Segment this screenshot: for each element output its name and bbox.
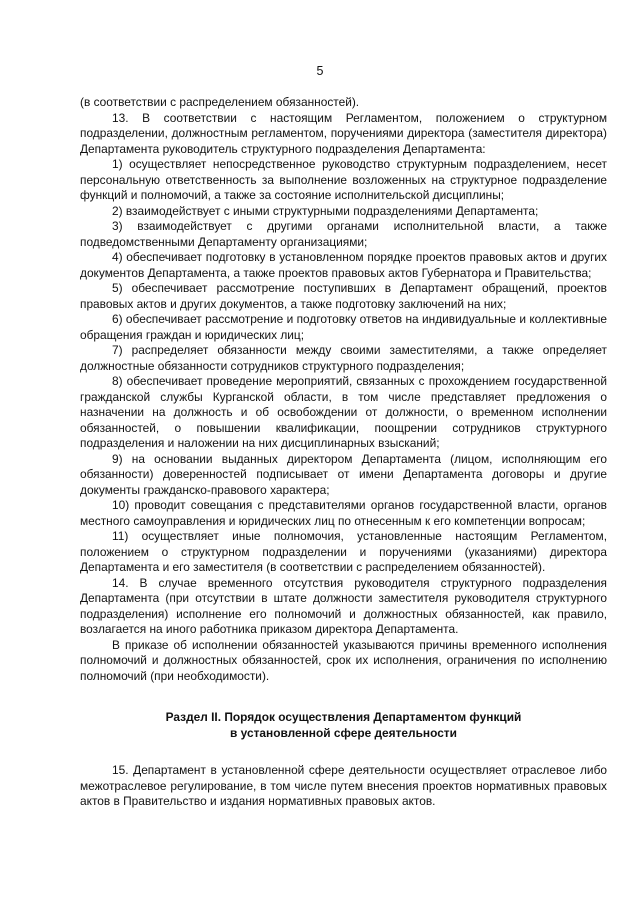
paragraphs-top (80, 95, 607, 684)
section-heading (80, 709, 607, 741)
paragraph: 14. В случае временного отсутствия руководителя структурного подразделения Департамента (при отсутствии в штате должности заместителя руководителя структурного подразделения) исполнение его полномочий и должностных обязанностей, как правило, возлагается на иного работника приказом директора Департамента. (80, 575, 607, 636)
paragraph: 8) обеспечивает проведение мероприятий, связанных с прохождением государственной гражданской службы Курганской области, в том числе представляет предложения о назначении на должность и об освобождении от должности, о временном исполнении обязанностей, о повышении квалификации, поощрении сотрудников структурного подразделения и наложении на них дисциплинарных взысканий; (80, 374, 607, 450)
paragraph: 11) осуществляет иные полномочия, установленные настоящим Регламентом, положением о структурном подразделении и поручениями (указаниями) директора Департамента и его заместителя (в соответствии с распределением обязанностей). (80, 529, 607, 574)
paragraphs-bottom (80, 763, 607, 810)
paragraph: 4) обеспечивает подготовку в установленном порядке проектов правовых актов и других документов Департамента, а также проектов правовых актов Губернатора и Правительства; (80, 250, 607, 280)
paragraph: 2) взаимодействует с иными структурными подразделениями Департамента; (112, 203, 539, 218)
paragraph: 10) проводит совещания с представителями органов государственной власти, органов местного самоуправления и юридических лиц по отнесенным к его компетенции вопросам; (80, 498, 607, 528)
paragraph: 13. В соответствии с настоящим Регламентом, положением о структурном подразделении, должностным регламентом, поручениями директора (заместителя директора) Департамента руководитель структурного подразделения Департамента: (80, 110, 607, 156)
paragraph: 9) на основании выданных директором Департамента (лицом, исполняющим его обязанности) доверенностей подписывает от имени Департамента договоры и другие документы гражданско-правового характера; (80, 451, 607, 497)
paragraph: 5) обеспечивает рассмотрение поступивших в Департамент обращений, проектов правовых актов и других документов, а также подготовку заключений на них; (80, 281, 607, 311)
section-heading-line1: Раздел II. Порядок осуществления Департаментом функций (165, 710, 522, 724)
paragraph: 15. Департамент в установленной сфере деятельности осуществляет отраслевое либо межотраслевое регулирование, в том числе путем внесения проектов нормативных правовых актов в Правительство и издания нормативных правовых актов. (80, 763, 607, 808)
document-body (80, 95, 607, 810)
paragraph: В приказе об исполнении обязанностей указываются причины временного исполнения полномочий и должностных обязанностей, срок их исполнения, ограничения по исполнению полномочий (при необходимости). (80, 637, 607, 683)
paragraph: 1) осуществляет непосредственное руководство структурным подразделением, несет персональную ответственность за выполнение возложенных на структурное подразделение функций и полномочий, а также за состояние исполнительской дисциплины; (80, 157, 607, 202)
paragraph: 7) распределяет обязанности между своими заместителями, а также определяет должностные обязанности сотрудников структурного подразделения; (80, 343, 607, 373)
paragraph: 3) взаимодействует с другими органами исполнительной власти, а также подведомственными Департаменту организациями; (80, 219, 607, 249)
page-number: 5 (316, 64, 324, 78)
section-heading-line2: в установленной сфере деятельности (230, 726, 457, 740)
paragraph: 6) обеспечивает рассмотрение и подготовку ответов на индивидуальные и коллективные обращения граждан и юридических лиц; (80, 312, 607, 342)
paragraph: (в соответствии с распределением обязанностей). (80, 95, 360, 109)
